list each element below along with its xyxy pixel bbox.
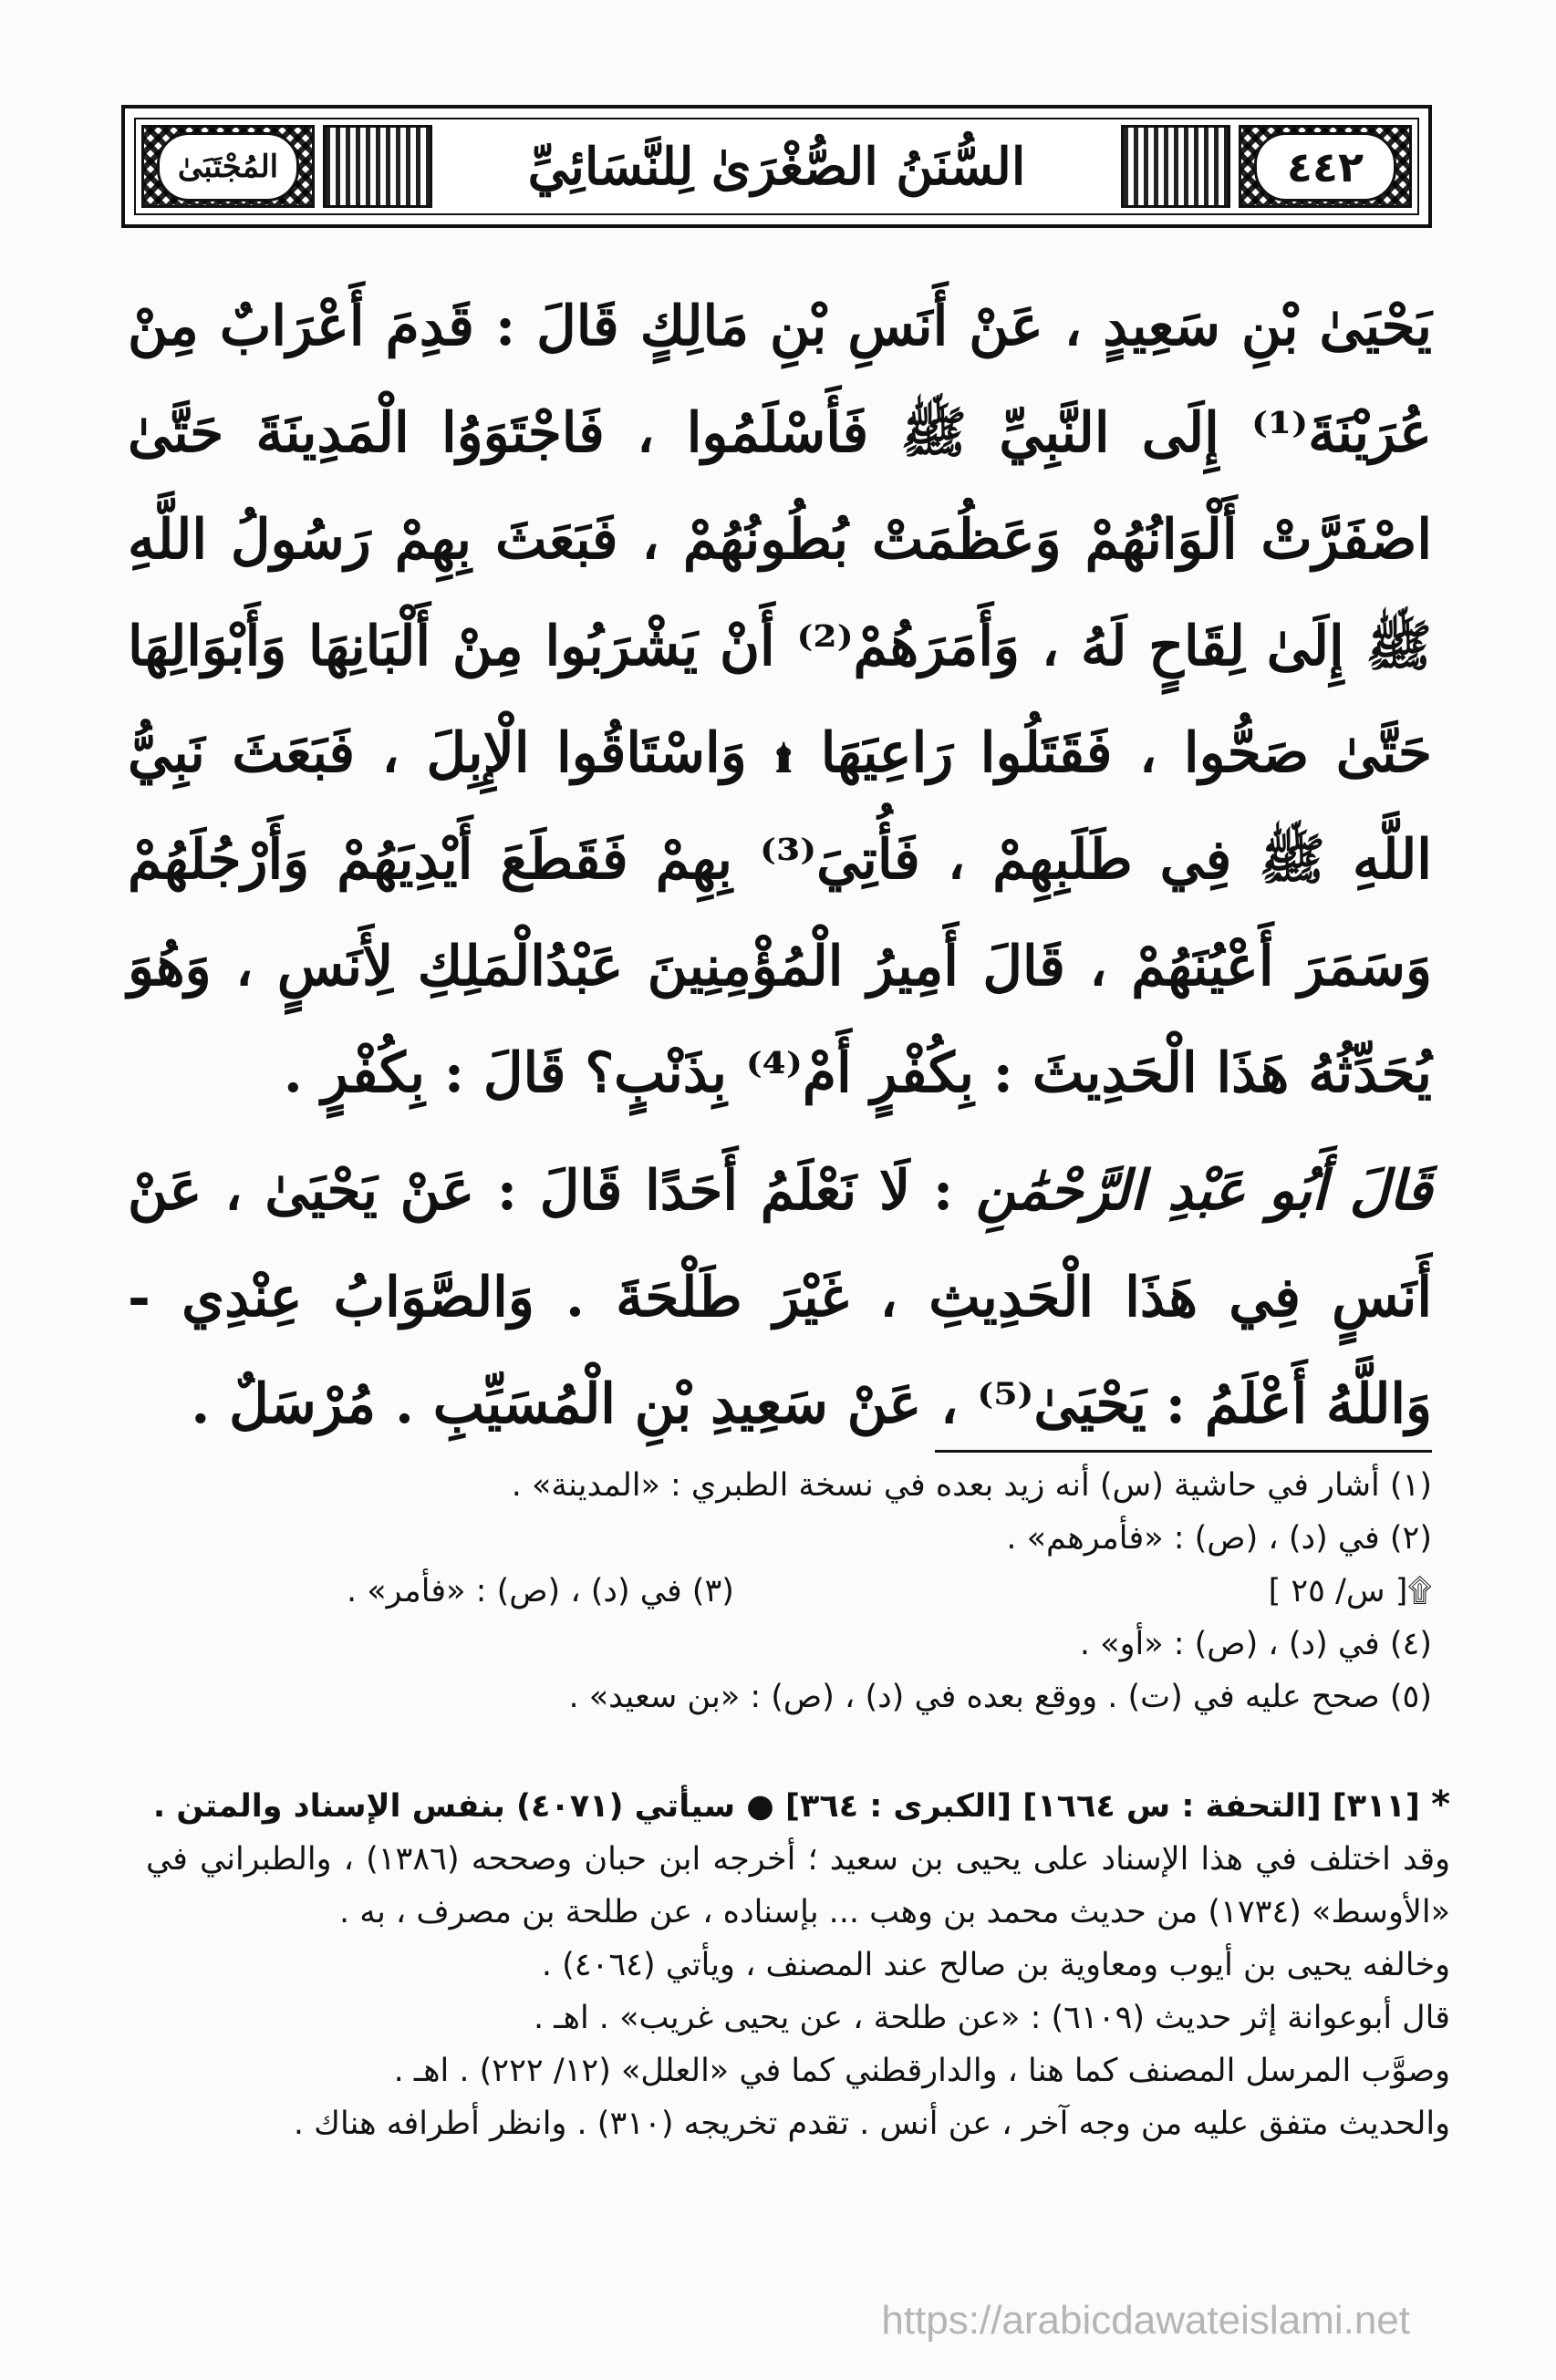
takhrij-paragraph: والحديث متفق عليه من وجه آخر ، عن أنس . تقدم تخريجه (٣١٠) . وانظر أطرافه هناك . <box>293 2106 1450 2142</box>
manuscript-page-mark: ۩[ س/ ٢٥ ] <box>1268 1573 1432 1609</box>
footnote-3: (٣) في (د) ، (ص) : «فأمر» . <box>347 1573 734 1609</box>
author-comment-text: : لَا نَعْلَمُ أَحَدًا قَالَ : عَنْ يَحْيَىٰ ، عَنْ أَنَسٍ فِي هَذَا الْحَدِيثِ ، غَيْرَ طَلْحَةَ . وَالصَّوَابُ عِنْدِي - وَاللَّهُ أَعْلَمُ : يَحْيَىٰ⁽⁵⁾ ، عَنْ سَعِيدِ بْنِ الْمُسَيِّبِ . مُرْسَلٌ . <box>128 1159 1432 1436</box>
seal-text: المُجْتَبَىٰ <box>177 148 279 185</box>
watermark-url: https://arabicdawateislami.net <box>881 2298 1410 2343</box>
hadith-paragraph: يَحْيَىٰ بْنِ سَعِيدٍ ، عَنْ أَنَسِ بْنِ مَالِكٍ قَالَ : قَدِمَ أَعْرَابٌ مِنْ عُرَيْنَةَ⁽¹⁾ إِلَى النَّبِيِّ ﷺ فَأَسْلَمُوا ، فَاجْتَوَوُا الْمَدِينَةَ حَتَّىٰ اصْفَرَّتْ أَلْوَانُهُمْ وَعَظُمَتْ بُطُونُهُمْ ، فَبَعَثَ بِهِمْ رَسُولُ اللَّهِ ﷺ إِلَىٰ لِقَاحٍ لَهُ ، وَأَمَرَهُمْ⁽²⁾ أَنْ يَشْرَبُوا مِنْ أَلْبَانِهَا وَأَبْوَالِهَا حَتَّىٰ صَحُّوا ، فَقَتَلُوا رَاعِيَهَا ۩ وَاسْتَاقُوا الْإِبِلَ ، فَبَعَثَ نَبِيُّ اللَّهِ ﷺ فِي طَلَبِهِمْ ، فَأُتِيَ⁽³⁾ بِهِمْ فَقَطَعَ أَيْدِيَهُمْ وَأَرْجُلَهُمْ وَسَمَرَ أَعْيُنَهُمْ ، قَالَ أَمِيرُ الْمُؤْمِنِينَ عَبْدُالْمَلِكِ لِأَنَسٍ ، وَهُوَ يُحَدِّثُهُ هَذَا الْحَدِيثَ : بِكُفْرٍ أَمْ⁽⁴⁾ بِذَنْبٍ؟ قَالَ : بِكُفْرٍ . <box>128 295 1432 1105</box>
footnote-row-3 <box>274 1565 1432 1618</box>
takhrij-section <box>146 1778 1450 2150</box>
takhrij-paragraph: قال أبوعوانة إثر حديث (٦١٠٩) : «عن طلحة ، عن يحيى غريب» . اهـ . <box>534 2000 1450 2036</box>
footnote-5: (٥) صحح عليه في (ت) . ووقع بعده في (د) ، (ص) : «بن سعيد» . <box>568 1679 1432 1715</box>
header-ornament-mid-right <box>1121 125 1230 208</box>
hadith-text <box>128 274 1432 1458</box>
takhrij-heading <box>146 1778 1450 1833</box>
header-ornament-mid-left <box>323 125 432 208</box>
page-number-seal <box>1254 132 1396 202</box>
page-number: ٤٤٢ <box>1286 141 1364 191</box>
takhrij-paragraph: وصوَّب المرسل المصنف كما هنا ، والدارقطني كما في «العلل» (١٢/ ٢٢٢) . اهـ . <box>393 2053 1450 2089</box>
footnote-separator <box>935 1450 1432 1453</box>
star-icon: * <box>1431 1784 1450 1826</box>
header-ornament-left <box>141 125 315 208</box>
book-title: السُّنَنُ الصُّغْرَىٰ لِلنَّسَائِيِّ <box>446 127 1107 206</box>
book-name-seal <box>157 132 299 202</box>
page-header <box>121 105 1432 228</box>
author-comment <box>128 1138 1432 1458</box>
footnote-2: (٢) في (د) ، (ص) : «فأمرهم» . <box>1006 1520 1432 1557</box>
takhrij-paragraph: وخالفه يحيى بن أيوب ومعاوية بن صالح عند المصنف ، ويأتي (٤٠٦٤) . <box>541 1947 1450 1983</box>
takhrij-paragraph: وقد اختلف في هذا الإسناد على يحيى بن سعيد ؛ أخرجه ابن حبان وصححه (١٣٨٦) ، والطبراني في «الأوسط» (١٧٣٤) من حديث محمد بن وهب ... بإسناده ، عن طلحة بن مصرف ، به . <box>146 1841 1450 1930</box>
footnotes <box>274 1459 1432 1723</box>
footnote-1: (١) أشار في حاشية (س) أنه زيد بعده في نسخة الطبري : «المدينة» . <box>511 1467 1432 1504</box>
author-comment-speaker: قَالَ أَبُو عَبْدِ الرَّحْمَٰنِ <box>975 1159 1432 1223</box>
header-frame <box>134 118 1419 215</box>
takhrij-heading-text: [٣١١] [التحفة : س ١٦٦٤] [الكبرى : ٣٦٤] ● سيأتي (٤٠٧١) بنفس الإسناد والمتن . <box>152 1788 1420 1825</box>
footnote-4: (٤) في (د) ، (ص) : «أو» . <box>1079 1626 1432 1662</box>
header-ornament-right <box>1239 125 1412 208</box>
